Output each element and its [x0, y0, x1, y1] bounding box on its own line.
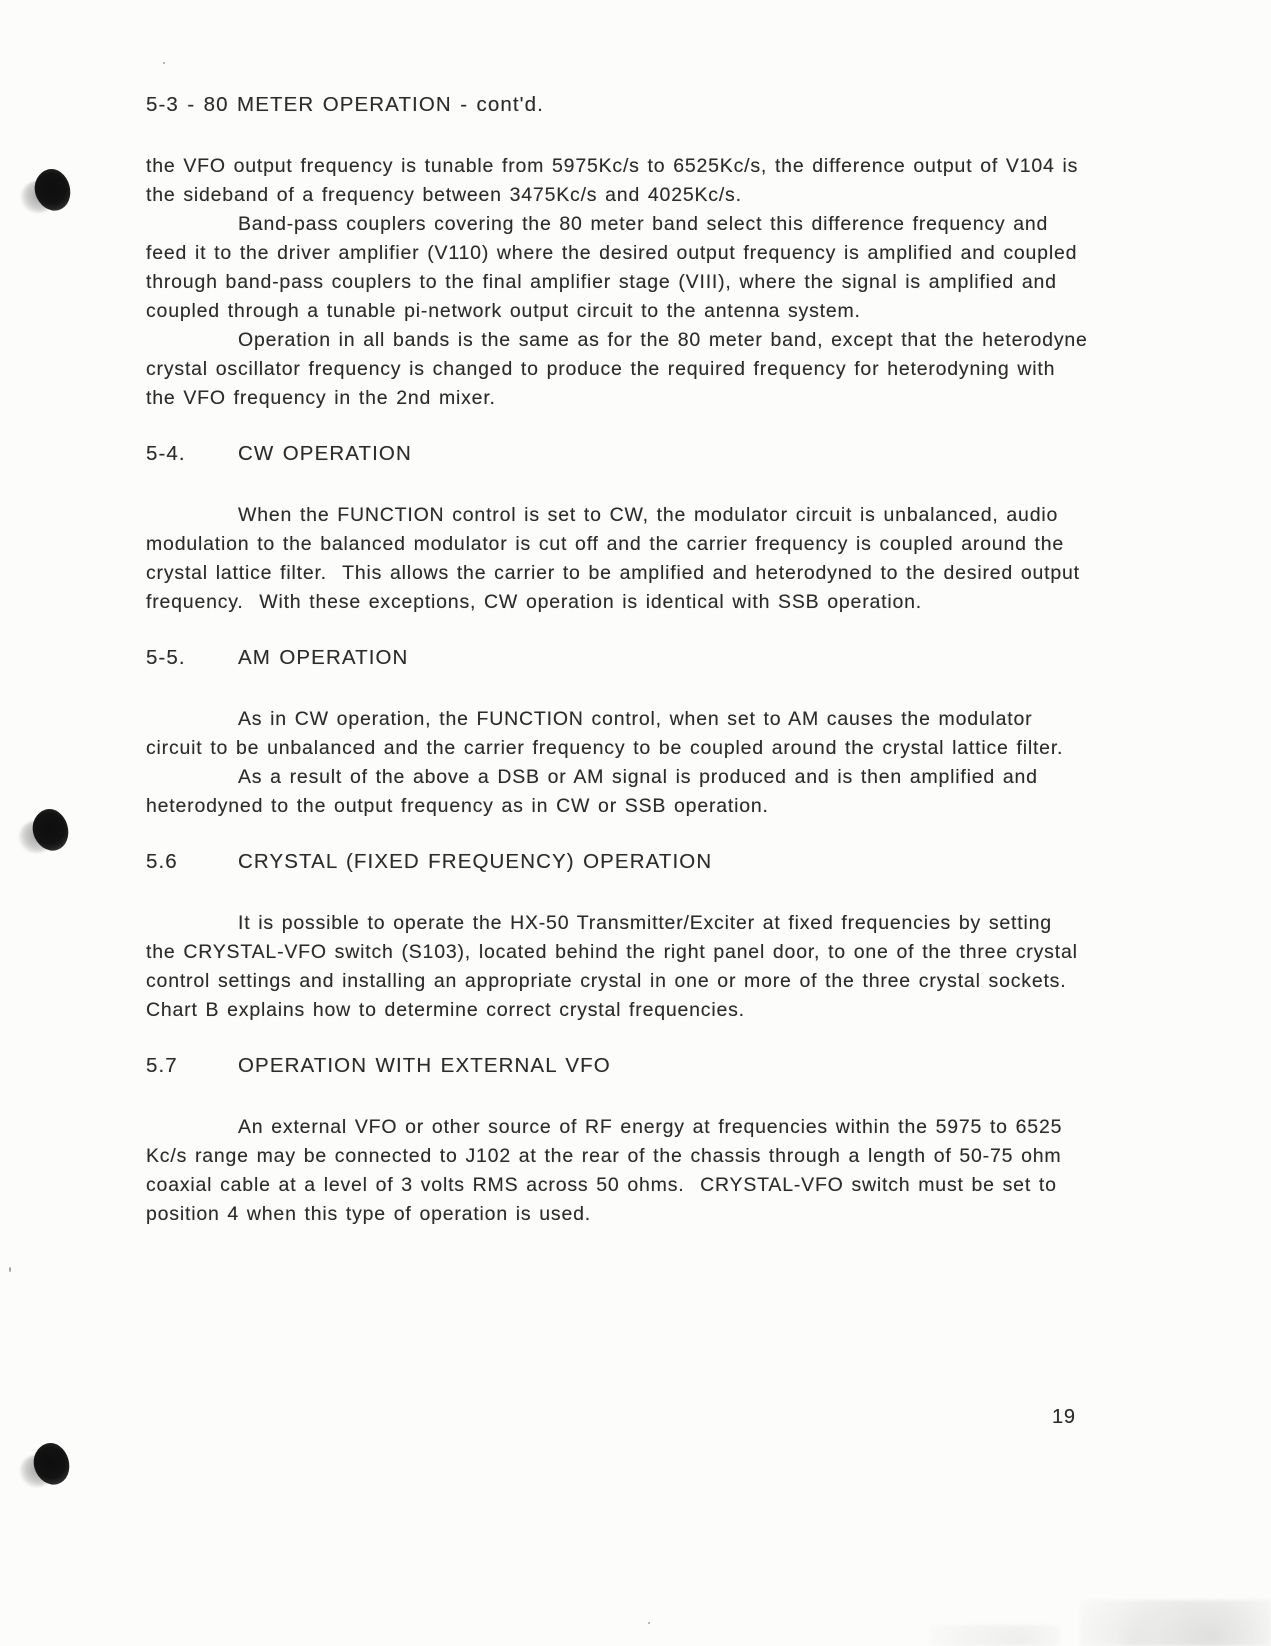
scan-speck — [163, 62, 165, 64]
document-section — [146, 90, 1096, 413]
document-section — [146, 643, 1088, 821]
section-heading — [146, 90, 1088, 119]
binding-hole — [27, 1443, 71, 1491]
section-title: CW OPERATION — [238, 442, 412, 465]
scan-noise — [930, 1625, 1060, 1646]
section-number: 5.6 — [146, 850, 178, 873]
binding-hole — [28, 169, 72, 217]
section-title: OPERATION WITH EXTERNAL VFO — [238, 1054, 611, 1077]
page-number: 19 — [1052, 1406, 1076, 1428]
paragraph: When the FUNCTION control is set to CW, the modulator circuit is unbalanced, audio modulation to the balanced modulator is cut off and the carrier frequency is coupled around the crystal lattice filter. This allows the carrier to be amplified and heterodyned to the desired output frequency. With these exceptions, CW operation is identical with SSB operation. — [146, 504, 1088, 613]
paragraph: Operation in all bands is the same as for the 80 meter band, except that the heterodyne crystal oscillator frequency is changed to produce the required frequency for heterodyning with the VFO frequency in the 2nd mixer. — [146, 329, 1096, 409]
paragraph: As in CW operation, the FUNCTION control, when set to AM causes the modulator circuit to be unbalanced and the carrier frequency to be coupled around the crystal lattice filter. — [146, 708, 1064, 759]
paragraph: Band-pass couplers covering the 80 meter band select this difference frequency and feed it to the driver amplifier (V110) where the desired output frequency is amplified and coupled through band-pass couplers to the final amplifier stage (VIII), where the signal is amplified and coupled through a tunable pi-network output circuit to the antenna system. — [146, 213, 1086, 322]
section-heading — [146, 439, 1088, 468]
document-sections — [146, 90, 1096, 1229]
paragraph: An external VFO or other source of RF energy at frequencies within the 5975 to 6525 Kc/s range may be connected to J102 at the rear of the chassis through a length of 50-75 ohm coaxial cable at a level of 3 volts RMS across 50 ohms. CRYSTAL-VFO switch must be set to position 4 when this type of operation is used. — [146, 1116, 1071, 1225]
section-heading — [146, 1051, 1088, 1080]
section-heading — [146, 643, 1088, 672]
binding-hole — [26, 809, 70, 857]
section-title: 5-3 - 80 METER OPERATION - cont'd. — [146, 93, 544, 116]
paragraph: the VFO output frequency is tunable from 5975Kc/s to 6525Kc/s, the difference output of V104 is the sideband of a frequency between 3475Kc/s and 4025Kc/s. — [146, 155, 1086, 206]
section-title: AM OPERATION — [238, 646, 409, 669]
document-section — [146, 1051, 1088, 1229]
document-section — [146, 847, 1088, 1025]
scan-noise — [1080, 1600, 1271, 1646]
document-section — [146, 439, 1088, 617]
scan-speck — [648, 1622, 650, 1624]
section-title: CRYSTAL (FIXED FREQUENCY) OPERATION — [238, 850, 713, 873]
section-number: 5-4. — [146, 442, 186, 465]
paragraph: As a result of the above a DSB or AM signal is produced and is then amplified and heterodyned to the output frequency as in CW or SSB operation. — [146, 766, 1046, 817]
section-heading — [146, 847, 1088, 876]
scan-speck — [9, 1267, 11, 1272]
paragraph: It is possible to operate the HX-50 Transmitter/Exciter at fixed frequencies by setting the CRYSTAL-VFO switch (S103), located behind the right panel door, to one of the three crystal control settings and installing an appropriate crystal in one or more of the three crystal sockets. Chart B explains how to determine correct crystal frequencies. — [146, 912, 1086, 1021]
section-number: 5-5. — [146, 646, 186, 669]
section-number: 5.7 — [146, 1054, 178, 1077]
